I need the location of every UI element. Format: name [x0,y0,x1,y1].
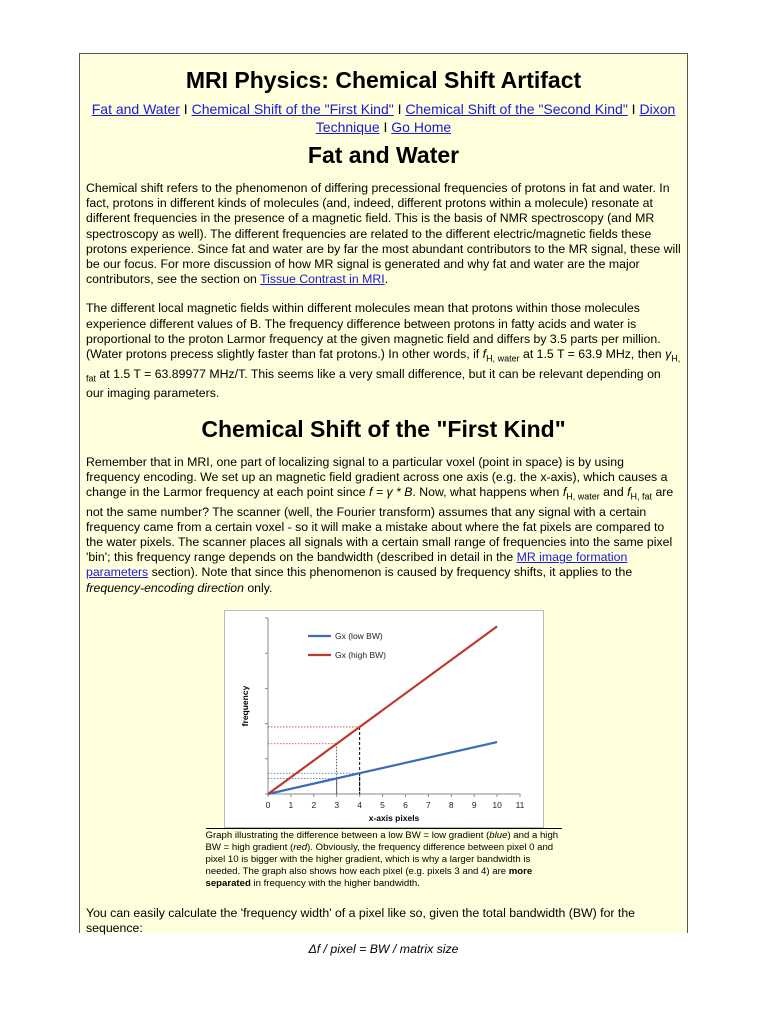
x-tick-label: 11 [515,799,524,810]
x-tick-label: 1 [288,799,293,810]
nav-link-home[interactable]: Go Home [391,119,452,135]
paragraph-intro: Chemical shift refers to the phenomenon of differing precessional frequencies of protons in fat and water. In fact, protons in different kinds of molecules (and, indeed, different protons within a molecule) resonate at different frequencies in the presence of a magnetic field. This is the basis of NMR spectroscopy (and MR spectroscopy as well). The different frequencies are related to the different electric/magnetic fields these protons experience. Since fat and water are by far the most abundant contributors to the MR signal, these will be our focus. For more discussion of how MR signal is generated and why fat and water are the major contributors, see the section on Tissue Contrast in MRI. [86,181,681,287]
paragraph-frequency-width: You can easily calculate the 'frequency width' of a pixel like so, given the total bandwidth (BW) for the sequence: [86,905,636,936]
x-tick-label: 4 [356,799,362,810]
x-axis-label: x-axis pixels [368,812,419,823]
x-tick-label: 8 [448,799,454,810]
frequency-chart-svg [224,610,544,828]
x-tick-label: 6 [402,799,408,810]
nav-link-fat-water[interactable]: Fat and Water [91,101,180,117]
paragraph-frequency-encoding: Remember that in MRI, one part of localizing signal to a particular voxel (point in space) is by using frequency encoding. We set up an magnetic field gradient across one axis (e.g. the x-axis), which causes a change in the Larmor frequency at each point since f = γ * B. Now, what happens when $f_{H, water}$ and $f_{H, fat}$ are not the same number? The scanner (well, the Fourier transform) assumes that any signal with a certain frequency came from a certain voxel - so it will make a mistake about where the fat pixels are compared to the water pixels. The scanner places all signals with a certain small range of frequencies into the same pixel 'bin'; this frequency range depends on the bandwidth (described in detail in the MR image formation parameters section). Note that since this phenomenon is caused by frequency shifts, it applies to the frequency-encoding direction only. [86,454,674,595]
nav-separator: I [379,119,392,135]
formula-frequency-per-pixel: Δf / pixel = BW / matrix size [308,942,459,957]
x-tick-label: 10 [491,799,502,810]
chart-frame [224,610,543,827]
legend-label: Gx (high BW) [334,649,386,660]
section-nav [86,100,681,136]
link-mr-image-formation[interactable]: MR image formation parameters [86,550,628,580]
nav-separator: I [179,101,192,117]
link-tissue-contrast[interactable]: Tissue Contrast in MRI [260,272,385,287]
x-tick-label: 2 [310,799,316,810]
heading-fat-water: Fat and Water [307,142,460,168]
x-tick-label: 7 [425,799,431,810]
frequency-graph [224,610,544,828]
legend-label: Gx (low BW) [334,630,383,641]
figure-caption: Graph illustrating the difference between a low BW = low gradient (blue) and a high BW = high gradient (red). Obviously, the frequency difference between pixel 0 and pixel 10 is bigger with the higher gradient, which is why a larger bandwidth is needed. The graph also shows how each pixel (e.g. pixels 3 and 4) are more separated in frequency with the higher bandwidth. [206,828,562,890]
nav-link-first-kind[interactable]: Chemical Shift of the "First Kind" [191,101,394,117]
x-tick-label: 9 [471,799,477,810]
x-tick-label: 0 [265,799,270,810]
heading-first-kind: Chemical Shift of the "First Kind" [201,415,566,442]
paragraph-frequency-difference: The different local magnetic fields within different molecules mean that protons within those molecules experience different values of B. The frequency difference between protons in fatty acids and water is proportional to the proton Larmor frequency at the given magnetic field and differs by 3.5 parts per million. (Water protons precess slightly faster than fat protons.) In other words, if $f_{H, water}$ at 1.5 T = 63.9 MHz, then $\gamma_{H, fat}$ at 1.5 T = 63.89977 MHz/T. This seems like a very small difference, but it can be relevant depending on our imaging parameters. [86,301,681,401]
nav-link-dixon[interactable]: Dixon Technique [315,101,676,135]
page-title: MRI Physics: Chemical Shift Artifact [185,67,582,93]
x-tick-label: 5 [379,799,385,810]
document-page [79,53,688,957]
x-tick-label: 3 [333,799,339,810]
y-axis-label: frequency [239,685,250,727]
nav-link-second-kind[interactable]: Chemical Shift of the "Second Kind" [405,101,628,117]
nav-separator: I [393,101,406,117]
nav-separator: I [627,101,640,117]
